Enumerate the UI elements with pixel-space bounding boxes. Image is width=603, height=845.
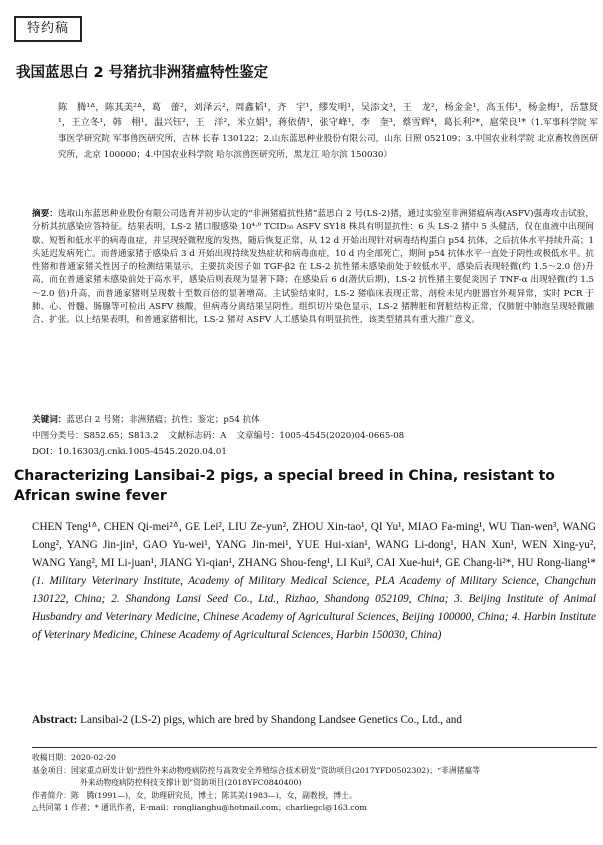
article-title-cn: 我国蓝思白 2 号猪抗非洲猪瘟特性鉴定 [16,65,269,81]
abstract-en [32,712,596,728]
document-code: 文献标志码：A [168,431,227,441]
abstract-cn-text: 选取山东蓝思种业股份有限公司选育并初步认定的“非洲猪瘟抗性猪”蓝思白 2 号(LS-2)猪，通过实验室非洲猪瘟病毒(ASFV)强毒攻击试验，分析其抗感染应答特征。结果表明，LS-2 猪口服感染 10⁴·⁰ TCID₅₀ ASFV SY18 株具有明显抗性：6 头 LS-2 猪中 5 头健活，仅在血液中出现间歇、短暂和低水平的病毒血症，并呈现轻微程度的发热，随后恢复正常，从 12 d 开始出现针对病毒结构蛋白 p54 抗体，之后抗体水平持续升高；1 头延迟发病死亡。而普通家猪于感染后 3 d 开始出现持续发热症状和病毒血症，10 d 内全部死亡，期间 p54 抗体水平一直处于阴性或极低水平。抗性猪和普通家猪关性因子的检测结果显示，主要抗炎因子如 TGF-β2 在 LS-2 抗性猪未感染前处于较低水平，感染后表现轻微(约 1.5～2.0 倍)升高，而在普通家猪未感染前处于高水平，感染后则表现为显著下降；在感染后 6 d(潜伏后期)，LS-2 抗性猪主要促炎因子 TNF-α 出现轻微(约 1.5～2.0 倍)升高，而普通家猪则呈现数十至数百倍的显著增高。主试验结束时，LS-2 猪临床表现正常，剖检未见内脏器官外观异常，实时 PCR 于肺、心、骨髓、肠腺等可检出 ASFV 核酸，但病毒分离结果呈阴性。组织切片染色显示，LS-2 猪脾脏和肾脏结构正常，仅肺脏中肺泡呈现轻微融合、扩张。以上结果表明，和普通家猪相比，LS-2 猪对 ASFV 人工感染具有明显抗性，该类型猪具有重大推广意义。 [32,209,594,326]
author-bio: 作者简介：陈 腾(1991—)，女，助理研究员，博士；陈其美(1983—)，女，副教授，博士。 [32,790,357,800]
clc-number: 中图分类号：S852.65；S813.2 [32,431,159,441]
keywords-cn-label: 关键词： [32,415,67,425]
footnotes [32,752,597,815]
abstract-cn-label: 摘要： [32,209,58,219]
keywords-cn [32,414,594,426]
footnote-divider [32,747,597,748]
abstract-cn [32,208,594,328]
author-list-cn [58,100,598,163]
funding-line-2: 外来动物疫病防控科技支撑计划”资助项目(2018YFC0840400) [80,778,302,787]
article-number: 文章编号：1005-4545(2020)04-0665-08 [236,431,405,441]
authors-en: CHEN Teng¹ᐞ, CHEN Qi-mei²ᐞ, GE Lei², LIU Ze-yun², ZHOU Xin-tao¹, QI Yu¹, MIAO Fa-ming¹, WU Tian-wen³, WANG Long², YANG Jin-jin¹, GAO Yu-wei¹, YANG Jin-mei¹, YUE Hui-xian¹, WANG Li-dong¹, HAN Xun¹, WEN Xing-yu², WANG Yang², MI Li-juan¹, JIANG Yi-qian¹, ZHANG Shou-feng¹, LI Kui³, CAI Xue-hui⁴, GE Chang-li²*, HU Rong-liang¹* [32,521,596,569]
authors-cn: 陈 腾¹ᐞ，陈其美²ᐞ，葛 蕾²，刘泽云²，周鑫韬¹，齐 宇¹，缪发明¹，吴添文³，王 龙²，杨金金¹，高玉伟¹，杨金梅¹，岳慧贤¹，王立冬¹，韩 栩¹，温兴钰²，王 洋²，米立娟¹，蒋依倩¹，张守峰¹，李 奎³，蔡雪辉⁴，葛长利²*，扈荣良¹* [58,102,598,128]
keywords-cn-text: 蓝思白 2 号猪；非洲猪瘟；抗性；鉴定；p54 抗体 [66,415,260,425]
classification-row [32,430,594,442]
abstract-en-text: Lansibai-2 (LS-2) pigs, which are bred by Shandong Landsee Genetics Co., Ltd., and [80,714,462,726]
special-article-tag: 特约稿 [14,16,82,42]
received-date: 收稿日期：2020-02-20 [32,753,116,762]
affiliations-cn: （1.军事科学院 军事医学研究院 军事兽医研究所，吉林 长春 130122；2.山东蓝思种业股份有限公司，山东 日照 052109；3.中国农业科学院 北京畜牧兽医研究所，北京 100000；4.中国农业科学院 哈尔滨兽医研究所，黑龙江 哈尔滨 150030） [58,118,598,160]
author-list-en [32,518,596,644]
doi: DOI：10.16303/j.cnki.1005-4545.2020.04.01 [32,447,227,457]
abstract-en-label: Abstract: [32,714,78,726]
funding-line-1: 基金项目：国家重点研发计划“烈性外来动物疫病防控与高效安全养殖综合技术研发”资助项目(2017YFD0502302)；“非洲猪瘟等 [32,765,481,775]
correspondence: △共同第 1 作者；* 通讯作者，E-mail：ronglianghu@hotmail.com；charliegcl@163.com [32,803,367,812]
article-title-en: Characterizing Lansibai-2 pigs, a special breed in China, resistant to African swine fever [14,468,555,504]
affiliations-en: (1. Military Veterinary Institute, Academy of Military Medical Science, PLA Academy of Military Science, Changchun 130122, China; 2. Shandong Lansi Seed Co., Ltd., Rizhao, Shandong 052109, China; 3. Beijing Institute of Animal Husbandry and Veterinary Medicine, Chinese Academy of Agricultural Sciences, Beijing 100000, China; 4. Harbin Institute of Veterinary Medicine, Chinese Academy of Agricultural Sciences, Harbin 150030, China) [32,575,596,641]
